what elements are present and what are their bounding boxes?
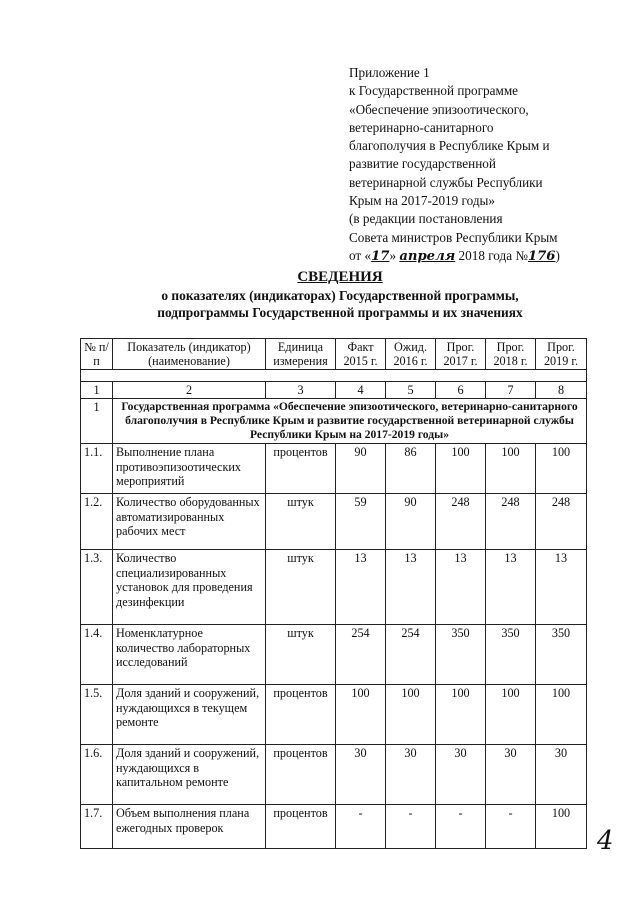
heading-block (60, 268, 620, 321)
header-expected: Ожид. 2016 г. (386, 339, 436, 370)
row-expected: 254 (386, 625, 436, 685)
row-unit: процентов (266, 444, 336, 494)
row-num: 1.3. (81, 550, 113, 625)
row-forecast-2019: 30 (536, 745, 587, 805)
row-fact: 100 (336, 685, 386, 745)
row-forecast-2017: 100 (436, 685, 486, 745)
row-expected: 86 (386, 444, 436, 494)
column-number: 3 (266, 382, 336, 399)
appendix-line: «Обеспечение эпизоотического, (349, 101, 529, 117)
table-row (81, 444, 587, 494)
appendix-line: развитие государственной (349, 156, 496, 172)
row-forecast-2018: 248 (486, 494, 536, 550)
header-unit: Единица измерения (266, 339, 336, 370)
row-forecast-2018: 100 (486, 444, 536, 494)
date-mid: » (389, 247, 400, 263)
row-indicator: Доля зданий и сооружений, нуждающихся в текущем ремонте (113, 685, 266, 745)
table-row (81, 805, 587, 849)
column-number: 8 (536, 382, 587, 399)
row-num: 1.5. (81, 685, 113, 745)
row-forecast-2018: 30 (486, 745, 536, 805)
table-row (81, 494, 587, 550)
row-forecast-2017: 248 (436, 494, 486, 550)
column-number: 5 (386, 382, 436, 399)
row-expected: 13 (386, 550, 436, 625)
column-number: 1 (81, 382, 113, 399)
row-expected: 30 (386, 745, 436, 805)
row-forecast-2019: 248 (536, 494, 587, 550)
row-forecast-2019: 100 (536, 444, 587, 494)
header-fact: Факт 2015 г. (336, 339, 386, 370)
table-row (81, 685, 587, 745)
row-expected: 90 (386, 494, 436, 550)
row-forecast-2018: 13 (486, 550, 536, 625)
date-prefix: от « (349, 247, 372, 263)
header-num: № п/п (81, 339, 113, 370)
row-fact: 254 (336, 625, 386, 685)
appendix-line: Приложение 1 (349, 65, 430, 80)
indicators-table (80, 338, 587, 849)
table-row (81, 550, 587, 625)
date-day: 17 (371, 248, 390, 264)
row-unit: процентов (266, 745, 336, 805)
row-num: 1.7. (81, 805, 113, 849)
date-suffix: ) (555, 247, 560, 263)
appendix-line: ветеринарной службы Республики (349, 174, 543, 190)
row-unit: штук (266, 550, 336, 625)
resolution-number: 176 (527, 248, 556, 264)
program-title: Государственная программа «Обеспечение эпизоотического, ветеринарно-санитарного благополучия в Республике Крым и развитие государственной ветеринарной службы Республики Крым на 2017-2019 годы» (113, 399, 587, 444)
row-forecast-2017: 100 (436, 444, 486, 494)
appendix-line: Совета министров Республики Крым (349, 229, 558, 245)
row-num: 1.6. (81, 745, 113, 805)
row-forecast-2019: 13 (536, 550, 587, 625)
appendix-line: ветеринарно-санитарного (349, 119, 494, 135)
table-header-row (81, 339, 587, 370)
spacer-cell (81, 370, 587, 382)
row-forecast-2018: - (486, 805, 536, 849)
row-forecast-2019: 350 (536, 625, 587, 685)
row-fact: 30 (336, 745, 386, 805)
appendix-line: к Государственной программе (349, 83, 519, 99)
column-number: 4 (336, 382, 386, 399)
appendix-block (349, 64, 599, 266)
row-fact: 59 (336, 494, 386, 550)
row-num: 1.4. (81, 625, 113, 685)
row-fact: 13 (336, 550, 386, 625)
row-unit: штук (266, 625, 336, 685)
row-unit: процентов (266, 685, 336, 745)
row-indicator: Количество специализированных установок для проведения дезинфекции (113, 550, 266, 625)
program-num: 1 (81, 399, 113, 444)
row-indicator: Объем выполнения плана ежегодных проверок (113, 805, 266, 849)
appendix-line: благополучия в Республике Крым и (349, 138, 550, 154)
row-num: 1.1. (81, 444, 113, 494)
column-number: 6 (436, 382, 486, 399)
row-indicator: Количество оборудованных автоматизированных рабочих мест (113, 494, 266, 550)
row-num: 1.2. (81, 494, 113, 550)
appendix-line: (в редакции постановления (349, 211, 503, 227)
row-expected: 100 (386, 685, 436, 745)
header-forecast-2017: Прог. 2017 г. (436, 339, 486, 370)
row-forecast-2017: 350 (436, 625, 486, 685)
appendix-date-line (349, 247, 599, 266)
table-row (81, 625, 587, 685)
date-month: апреля (399, 248, 456, 264)
table-spacer-row (81, 370, 587, 382)
column-number: 7 (486, 382, 536, 399)
row-unit: процентов (266, 805, 336, 849)
row-expected: - (386, 805, 436, 849)
column-number-row (81, 382, 587, 399)
indicator-rows (81, 444, 587, 849)
row-forecast-2017: 30 (436, 745, 486, 805)
column-number: 2 (113, 382, 266, 399)
row-fact: - (336, 805, 386, 849)
row-fact: 90 (336, 444, 386, 494)
row-forecast-2017: 13 (436, 550, 486, 625)
row-forecast-2019: 100 (536, 685, 587, 745)
appendix-line: Крым на 2017-2019 годы» (349, 193, 495, 209)
row-indicator: Номенклатурное количество лабораторных исследований (113, 625, 266, 685)
program-row (81, 399, 587, 444)
page-number: 4 (597, 826, 614, 856)
document-title: СВЕДЕНИЯ (297, 269, 383, 285)
row-indicator: Доля зданий и сооружений, нуждающихся в капитальном ремонте (113, 745, 266, 805)
header-forecast-2019: Прог. 2019 г. (536, 339, 587, 370)
document-subtitle-1: о показателях (индикаторах) Государственной программы, (161, 288, 519, 303)
row-indicator: Выполнение плана противоэпизоотических мероприятий (113, 444, 266, 494)
row-forecast-2019: 100 (536, 805, 587, 849)
row-forecast-2018: 350 (486, 625, 536, 685)
table-row (81, 745, 587, 805)
header-indicator: Показатель (индикатор) (наименование) (113, 339, 266, 370)
date-year: 2018 года № (455, 247, 528, 263)
row-forecast-2017: - (436, 805, 486, 849)
header-forecast-2018: Прог. 2018 г. (486, 339, 536, 370)
row-unit: штук (266, 494, 336, 550)
row-forecast-2018: 100 (486, 685, 536, 745)
document-subtitle-2: подпрограммы Государственной программы и их значениях (157, 305, 523, 320)
